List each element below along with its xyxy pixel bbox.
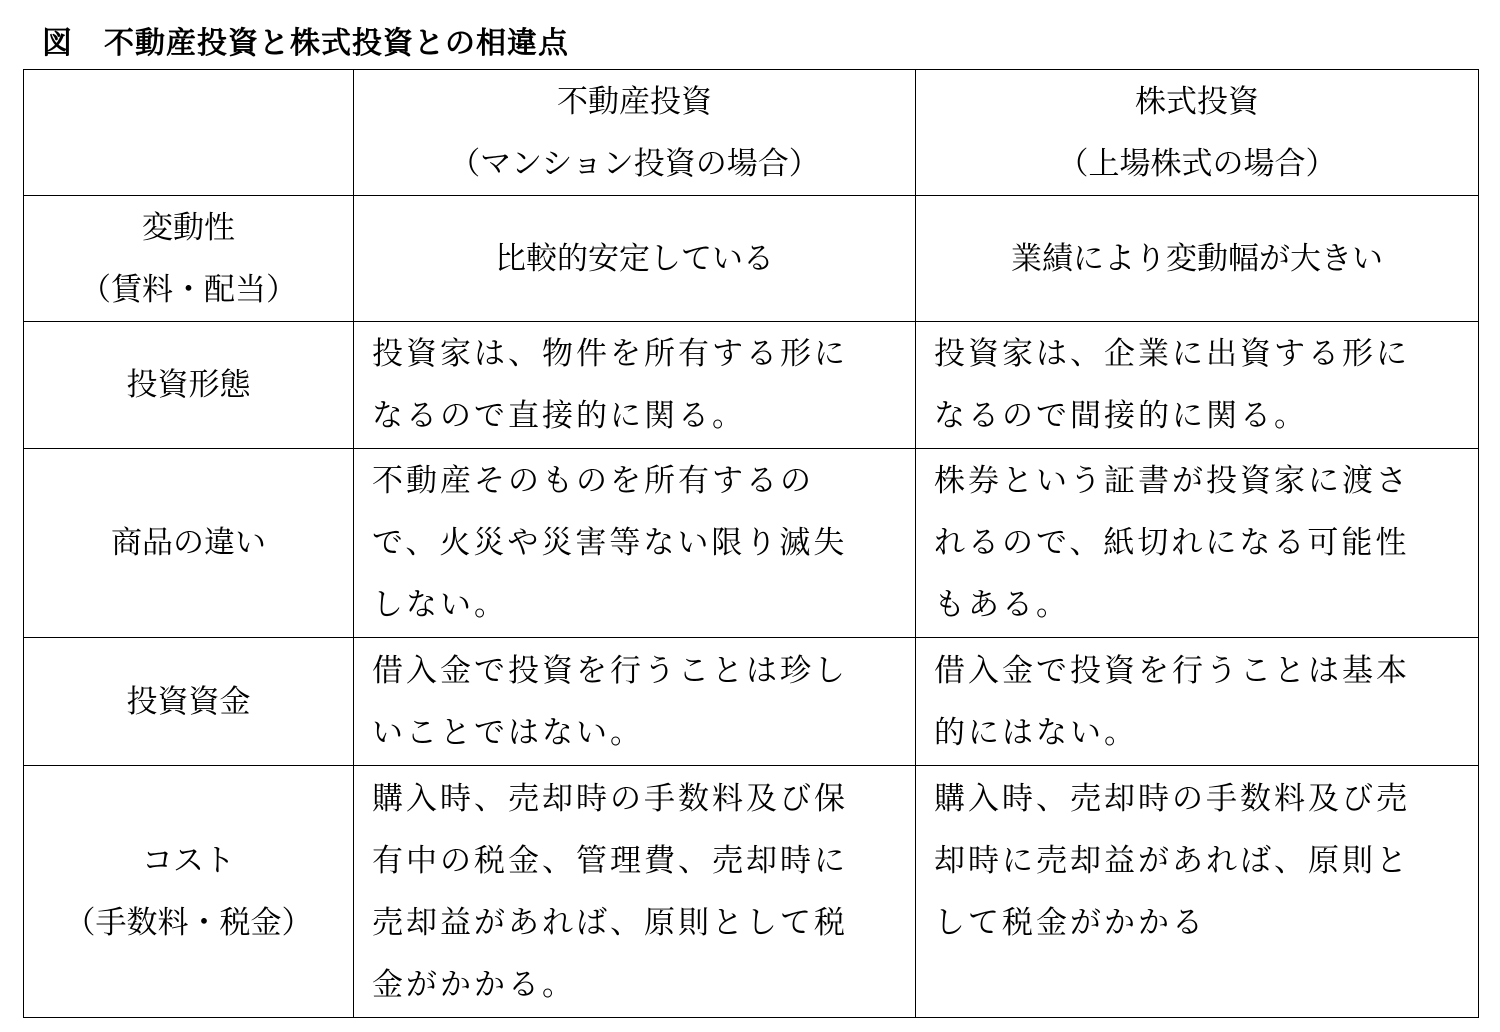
label-subtext: （手数料・税金） <box>64 904 313 941</box>
comparison-table <box>23 69 1479 1018</box>
table-row <box>24 638 1479 766</box>
label-text: 投資資金 <box>126 683 251 720</box>
header-subtext: （上場株式の場合） <box>1057 145 1337 182</box>
row-label <box>24 449 354 638</box>
table-row <box>24 196 1479 322</box>
cell-text: なるので間接的に関る。 <box>934 398 1308 434</box>
header-empty-cell <box>24 70 354 196</box>
cell-real-estate <box>354 449 916 638</box>
cell-real-estate <box>354 322 916 449</box>
table-header-row <box>24 70 1479 196</box>
label-text: コスト <box>142 842 235 879</box>
cell-text: 投資家は、企業に出資する形に <box>934 336 1410 372</box>
cell-real-estate <box>354 766 916 1018</box>
cell-text: 株券という証書が投資家に渡さ <box>934 463 1410 499</box>
table-row <box>24 322 1479 449</box>
cell-text: 売却益があれば、原則として税 <box>372 904 848 941</box>
header-text: 不動産投資 <box>557 83 712 120</box>
cell-real-estate <box>354 638 916 766</box>
cell-text: 借入金で投資を行うことは珍し <box>372 652 848 689</box>
cell-text: 投資家は、物件を所有する形に <box>372 336 848 372</box>
table-row <box>24 766 1479 1018</box>
cell-text: 金がかかる。 <box>372 966 576 1003</box>
label-text: 投資形態 <box>126 367 251 403</box>
row-label <box>24 766 354 1018</box>
cell-text: なるので直接的に関る。 <box>372 398 746 434</box>
cell-text: 有中の税金、管理費、売却時に <box>372 842 848 879</box>
row-label <box>24 322 354 449</box>
cell-text: 業績により変動幅が大きい <box>1011 240 1383 277</box>
cell-text <box>916 954 1478 1016</box>
table-row <box>24 449 1479 638</box>
cell-stocks <box>916 766 1479 1018</box>
label-subtext: （賃料・配当） <box>80 271 297 308</box>
cell-text: しない。 <box>372 587 508 623</box>
cell-stocks <box>916 322 1479 449</box>
cell-text: れるので、紙切れになる可能性 <box>934 525 1410 561</box>
header-real-estate <box>354 70 916 196</box>
label-text: 商品の違い <box>111 525 266 561</box>
figure-title: 図 不動産投資と株式投資との相違点 <box>42 26 569 61</box>
row-label <box>24 638 354 766</box>
header-subtext: （マンション投資の場合） <box>449 145 820 182</box>
cell-text: 却時に売却益があれば、原則と <box>934 842 1410 879</box>
cell-text: 借入金で投資を行うことは基本 <box>934 652 1410 689</box>
label-text: 変動性 <box>142 209 235 246</box>
cell-text: 不動産そのものを所有するの <box>372 463 814 499</box>
cell-text: で、火災や災害等ない限り滅失 <box>372 525 848 561</box>
header-stocks <box>916 70 1479 196</box>
cell-stocks <box>916 196 1479 322</box>
row-label <box>24 196 354 322</box>
cell-text: 購入時、売却時の手数料及び売 <box>934 780 1410 817</box>
cell-text: して税金がかかる <box>934 904 1206 941</box>
cell-text: 比較的安定している <box>495 240 774 277</box>
cell-real-estate <box>354 196 916 322</box>
cell-text: いことではない。 <box>372 714 644 751</box>
cell-text: もある。 <box>934 587 1070 623</box>
header-text: 株式投資 <box>1135 83 1259 120</box>
cell-text: 的にはない。 <box>934 714 1138 751</box>
cell-stocks <box>916 449 1479 638</box>
cell-stocks <box>916 638 1479 766</box>
cell-text: 購入時、売却時の手数料及び保 <box>372 780 848 817</box>
